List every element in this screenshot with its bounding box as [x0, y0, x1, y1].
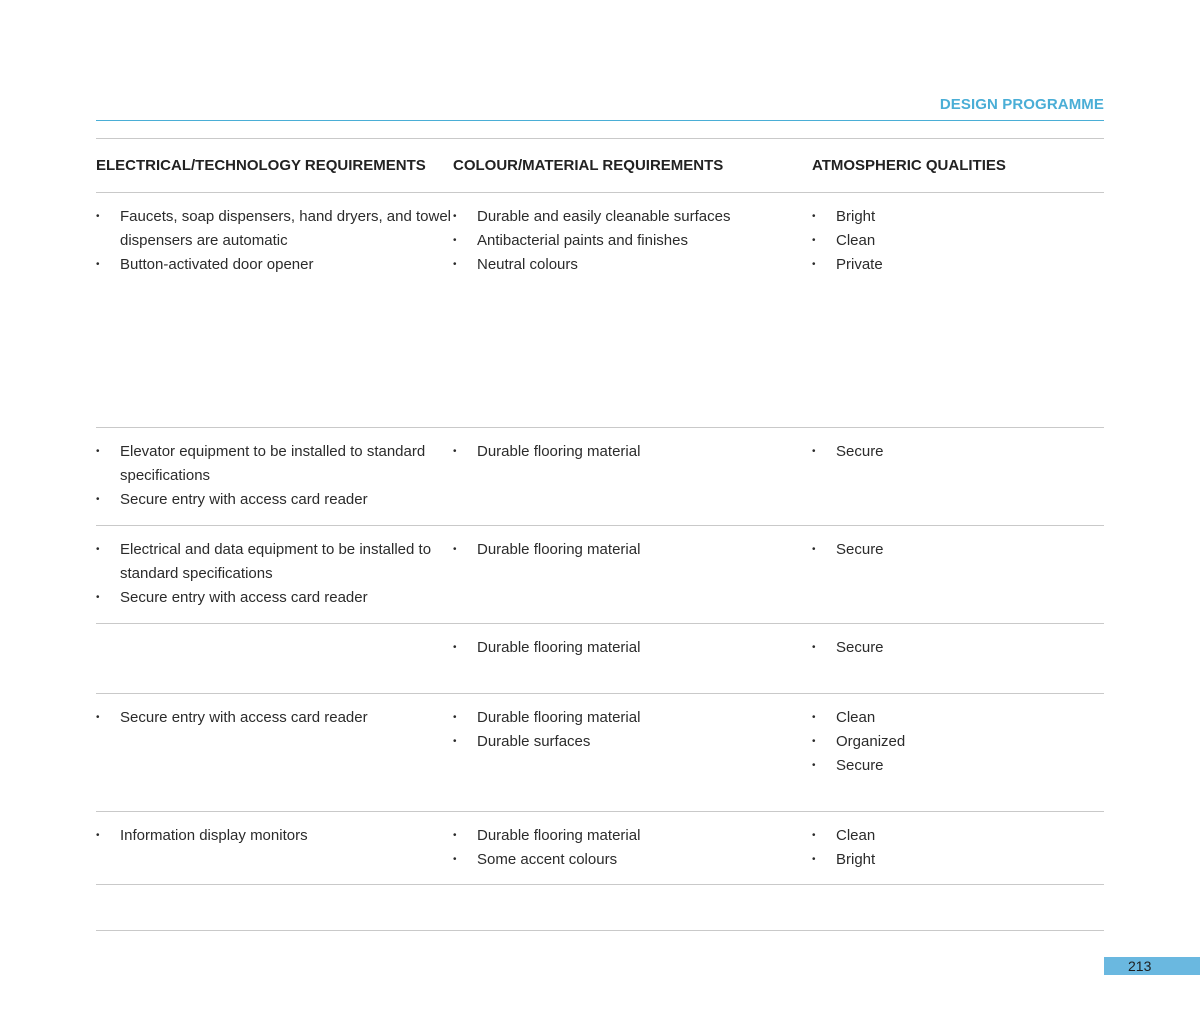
column-header-electrical: ELECTRICAL/TECHNOLOGY REQUIREMENTS	[96, 157, 426, 174]
list-item: • Secure	[812, 636, 1104, 660]
table-row	[96, 427, 1104, 525]
electrical-cell	[96, 526, 453, 623]
list-item: • Organized	[812, 730, 1104, 754]
list-item: • Secure	[812, 754, 1104, 778]
list-item: • Clean	[812, 229, 1104, 253]
material-cell	[453, 428, 812, 525]
list-item: • Durable surfaces	[453, 730, 812, 754]
electrical-cell	[96, 624, 453, 693]
table-row	[96, 811, 1104, 884]
table-row-empty	[96, 884, 1104, 931]
list-item: • Information display monitors	[96, 824, 453, 848]
material-cell	[453, 624, 812, 693]
electrical-cell	[96, 885, 453, 930]
list-item: • Durable flooring material	[453, 636, 812, 660]
list-item: • Bright	[812, 848, 1104, 872]
atmosphere-cell	[812, 526, 1104, 623]
electrical-cell	[96, 812, 453, 884]
atmosphere-cell	[812, 624, 1104, 693]
list-item: • Electrical and data equipment to be installed to standard specifications	[96, 538, 453, 586]
list-item: • Bright	[812, 205, 1104, 229]
list-item: • Some accent colours	[453, 848, 812, 872]
column-header-atmosphere: ATMOSPHERIC QUALITIES	[812, 157, 1006, 174]
list-item: • Durable flooring material	[453, 440, 812, 464]
title-divider	[96, 120, 1104, 121]
table-row	[96, 192, 1104, 427]
list-item: • Secure entry with access card reader	[96, 586, 453, 610]
atmosphere-cell	[812, 193, 1104, 427]
list-item: • Durable and easily cleanable surfaces	[453, 205, 812, 229]
list-item: • Secure	[812, 440, 1104, 464]
list-item: • Elevator equipment to be installed to standard specifications	[96, 440, 453, 488]
list-item: • Faucets, soap dispensers, hand dryers, and towel dispensers are automatic	[96, 205, 453, 253]
atmosphere-cell	[812, 428, 1104, 525]
list-item: • Durable flooring material	[453, 706, 812, 730]
page-number: 213	[1104, 957, 1200, 975]
material-cell	[453, 812, 812, 884]
table-row	[96, 693, 1104, 811]
atmosphere-cell	[812, 885, 1104, 930]
list-item: • Durable flooring material	[453, 538, 812, 562]
table-row	[96, 623, 1104, 693]
material-cell	[453, 526, 812, 623]
list-item: • Antibacterial paints and finishes	[453, 229, 812, 253]
requirements-table	[96, 138, 1104, 931]
list-item: • Neutral colours	[453, 253, 812, 277]
section-title: DESIGN PROGRAMME	[939, 96, 1104, 113]
material-cell	[453, 694, 812, 811]
atmosphere-cell	[812, 812, 1104, 884]
table-header-row	[96, 138, 1104, 192]
list-item: • Secure entry with access card reader	[96, 706, 453, 730]
electrical-cell	[96, 193, 453, 427]
table-row	[96, 525, 1104, 623]
electrical-cell	[96, 428, 453, 525]
list-item: • Private	[812, 253, 1104, 277]
column-header-material: COLOUR/MATERIAL REQUIREMENTS	[453, 157, 724, 174]
electrical-cell	[96, 694, 453, 811]
material-cell	[453, 193, 812, 427]
list-item: • Clean	[812, 824, 1104, 848]
list-item: • Button-activated door opener	[96, 253, 453, 277]
list-item: • Clean	[812, 706, 1104, 730]
list-item: • Secure entry with access card reader	[96, 488, 453, 512]
atmosphere-cell	[812, 694, 1104, 811]
material-cell	[453, 885, 812, 930]
list-item: • Durable flooring material	[453, 824, 812, 848]
list-item: • Secure	[812, 538, 1104, 562]
